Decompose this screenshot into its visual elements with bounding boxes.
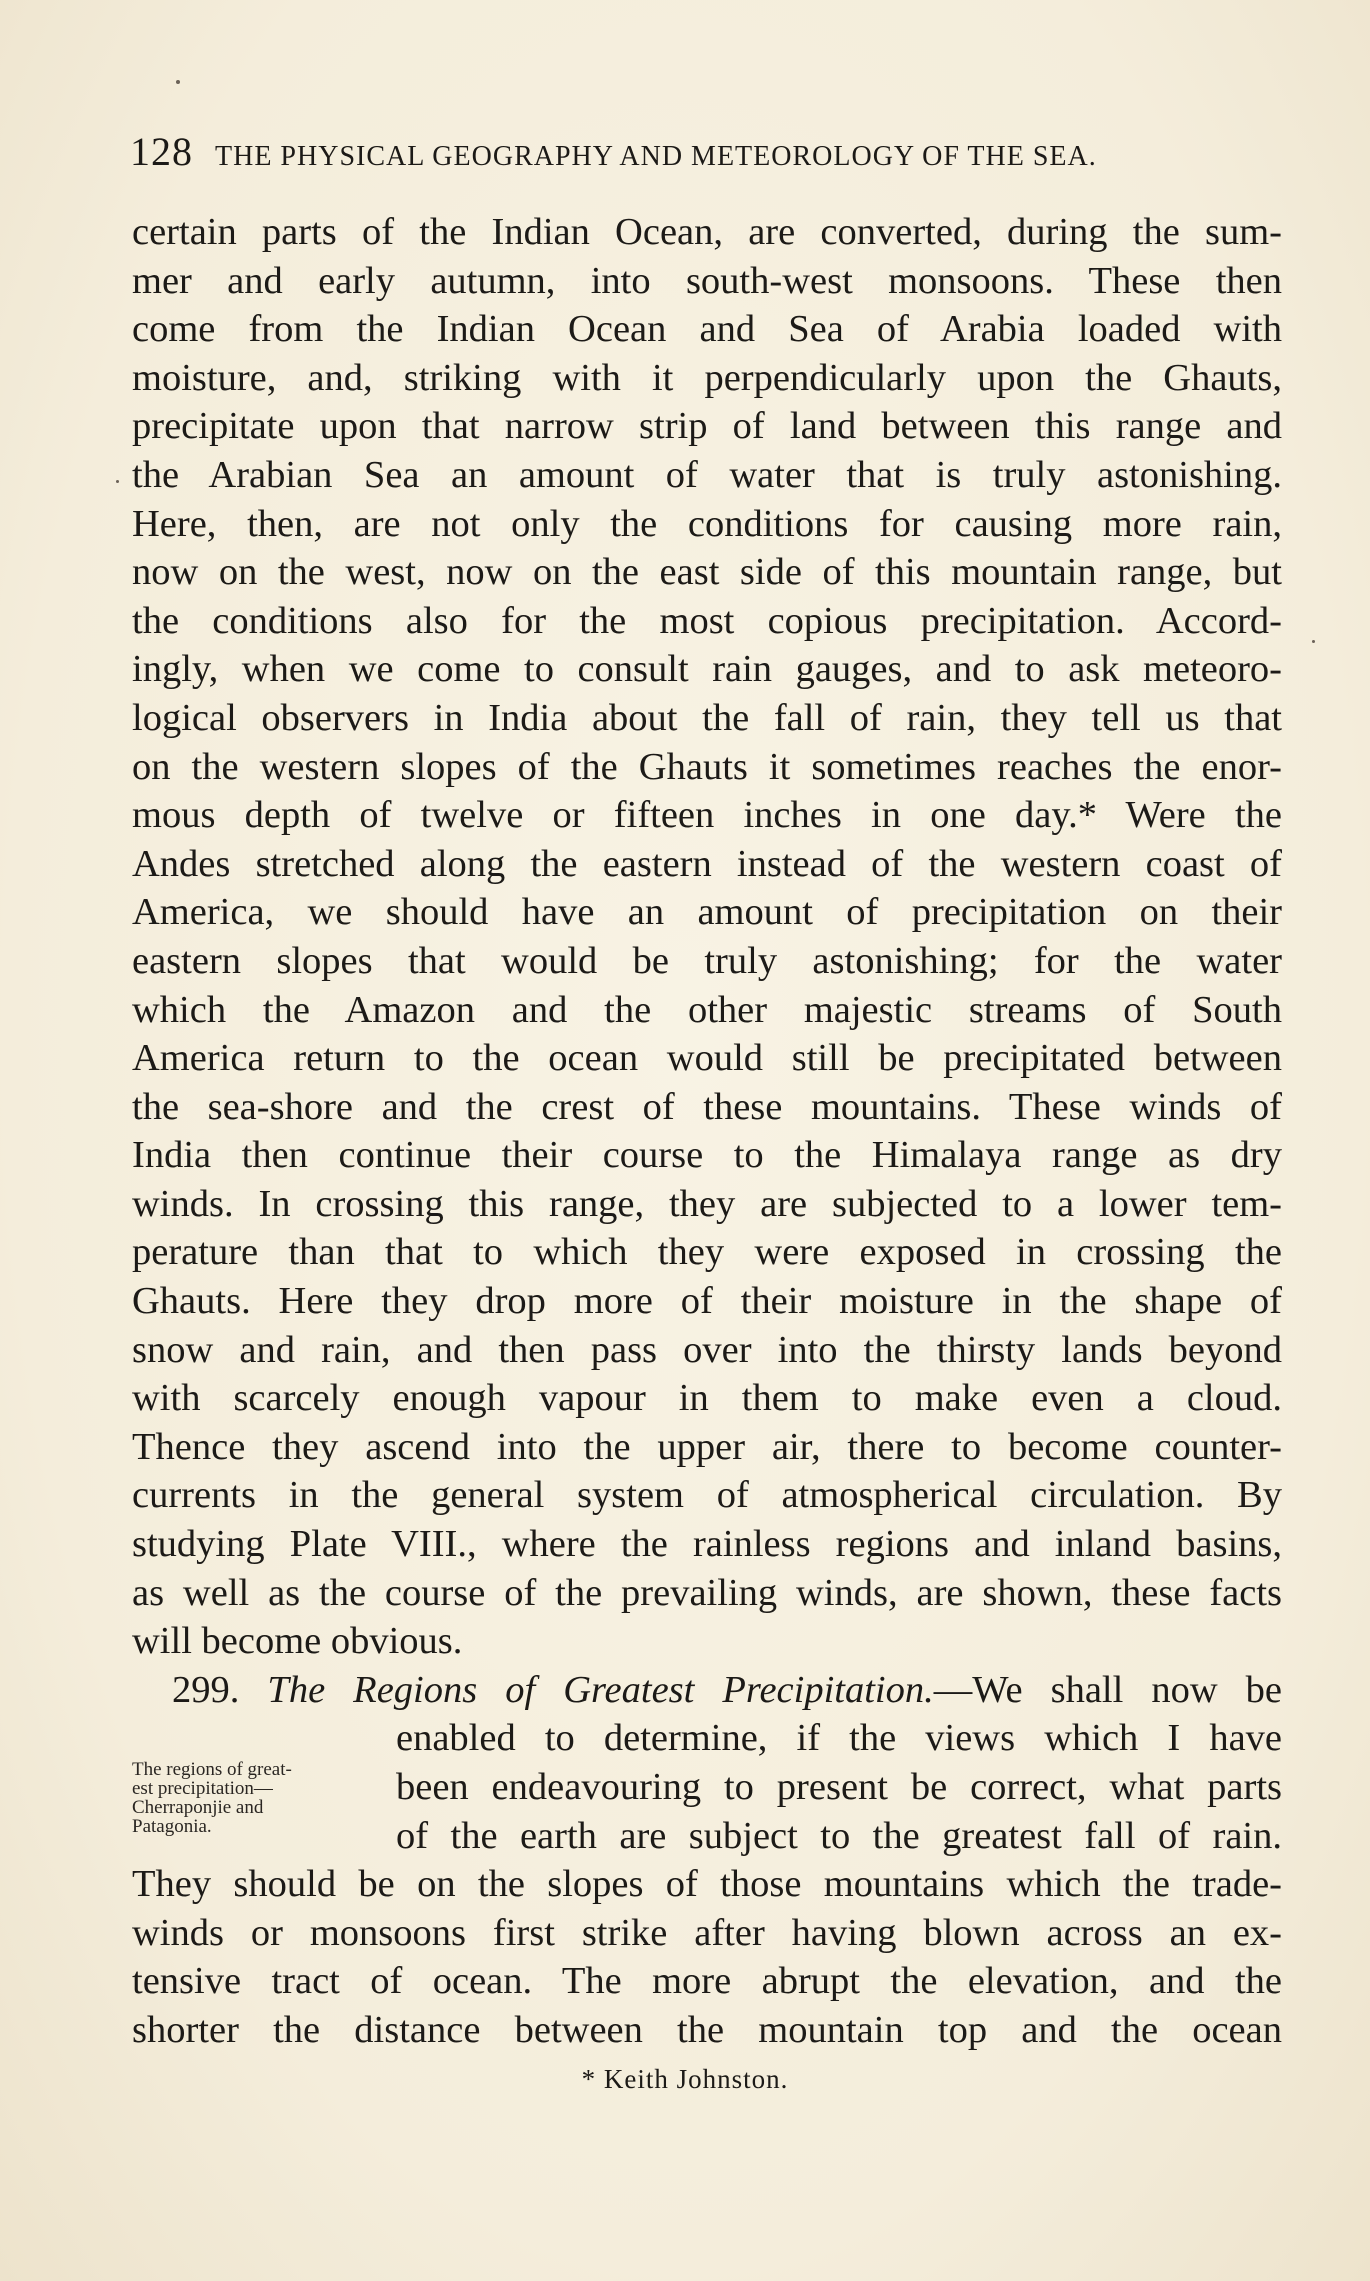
text-line: will become obvious. [132,1620,463,1663]
text-line: shorter the distance between the mountain top and the ocean [132,2008,1282,2051]
text-line: studying Plate VIII., where the rainless regions and inland basins, [132,1523,1282,1566]
paper-speck [176,80,180,84]
text-line: winds or monsoons first strike after having blown across an ex- [132,1911,1282,1954]
text-line: mous depth of twelve or fifteen inches in one day.* Were the [132,794,1282,837]
text-line: America, we should have an amount of precipitation on their [132,891,1282,934]
margin-note [132,1760,392,1836]
text-line: perature than that to which they were exposed in crossing the [132,1231,1282,1274]
margin-note-line: The regions of great- [132,1759,292,1780]
text-line: the Arabian Sea an amount of water that is truly astonishing. [132,453,1282,496]
page-number: 128 [130,129,193,174]
text-line: come from the Indian Ocean and Sea of Arabia loaded with [132,308,1282,351]
section-number: 299. [172,1668,240,1711]
text-line: as well as the course of the prevailing winds, are shown, these facts [132,1571,1282,1614]
margin-note-line: est precipitation— [132,1778,273,1799]
running-title: THE PHYSICAL GEOGRAPHY AND METEOROLOGY OF THE SEA. [215,141,1097,172]
text-line: precipitate upon that narrow strip of land between this range and [132,405,1282,448]
text-line: with scarcely enough vapour in them to make even a cloud. [132,1377,1282,1420]
running-header [130,128,1230,175]
text-line: currents in the general system of atmospherical circulation. By [132,1474,1282,1517]
text-line: on the western slopes of the Ghauts it sometimes reaches the enor- [132,745,1282,788]
text-line: certain parts of the Indian Ocean, are converted, during the sum- [132,211,1282,253]
text-line: been endeavouring to present be correct, what parts [396,1766,1282,1808]
text-line: Thence they ascend into the upper air, there to become counter- [132,1425,1282,1468]
text-line: the sea-shore and the crest of these mountains. These winds of [132,1085,1282,1128]
text-line: eastern slopes that would be truly astonishing; for the water [132,939,1282,982]
text-line: India then continue their course to the Himalaya range as dry [132,1134,1282,1177]
section-heading-line [132,1666,1282,1715]
text-line: mer and early autumn, into south-west monsoons. These then [132,259,1282,302]
text-line: of the earth are subject to the greatest fall of rain. [396,1814,1282,1857]
text-line: Andes stretched along the eastern instead of the western coast of [132,842,1282,885]
text-line: They should be on the slopes of those mountains which the trade- [132,1863,1282,1906]
section-lead: —We shall now be [933,1668,1283,1711]
text-line: tensive tract of ocean. The more abrupt the elevation, and the [132,1960,1282,2003]
text-line: which the Amazon and the other majestic streams of South [132,988,1282,1031]
text-line: enabled to determine, if the views which I have [396,1717,1282,1760]
footnote: * Keith Johnston. [581,2064,789,2094]
text-line: Ghauts. Here they drop more of their moisture in the shape of [132,1280,1282,1323]
paper-speck [116,480,119,483]
text-line: Here, then, are not only the conditions for causing more rain, [132,502,1282,545]
text-line: the conditions also for the most copious precipitation. Accord- [132,599,1282,642]
text-line: snow and rain, and then pass over into the thirsty lands beyond [132,1328,1282,1371]
section-title: The Regions of Greatest Precipitation. [267,1668,934,1711]
text-line: now on the west, now on the east side of this mountain range, but [132,551,1282,594]
text-line: winds. In crossing this range, they are subjected to a lower tem- [132,1182,1282,1225]
text-line: America return to the ocean would still be precipitated between [132,1037,1282,1080]
text-line: logical observers in India about the fall of rain, they tell us that [132,696,1282,739]
margin-note-line: Patagonia. [132,1816,212,1837]
margin-note-line: Cherraponjie and [132,1797,264,1818]
text-line: moisture, and, striking with it perpendicularly upon the Ghauts, [132,356,1282,399]
text-line: ingly, when we come to consult rain gauges, and to ask meteoro- [132,648,1282,691]
paper-speck [1312,640,1315,643]
